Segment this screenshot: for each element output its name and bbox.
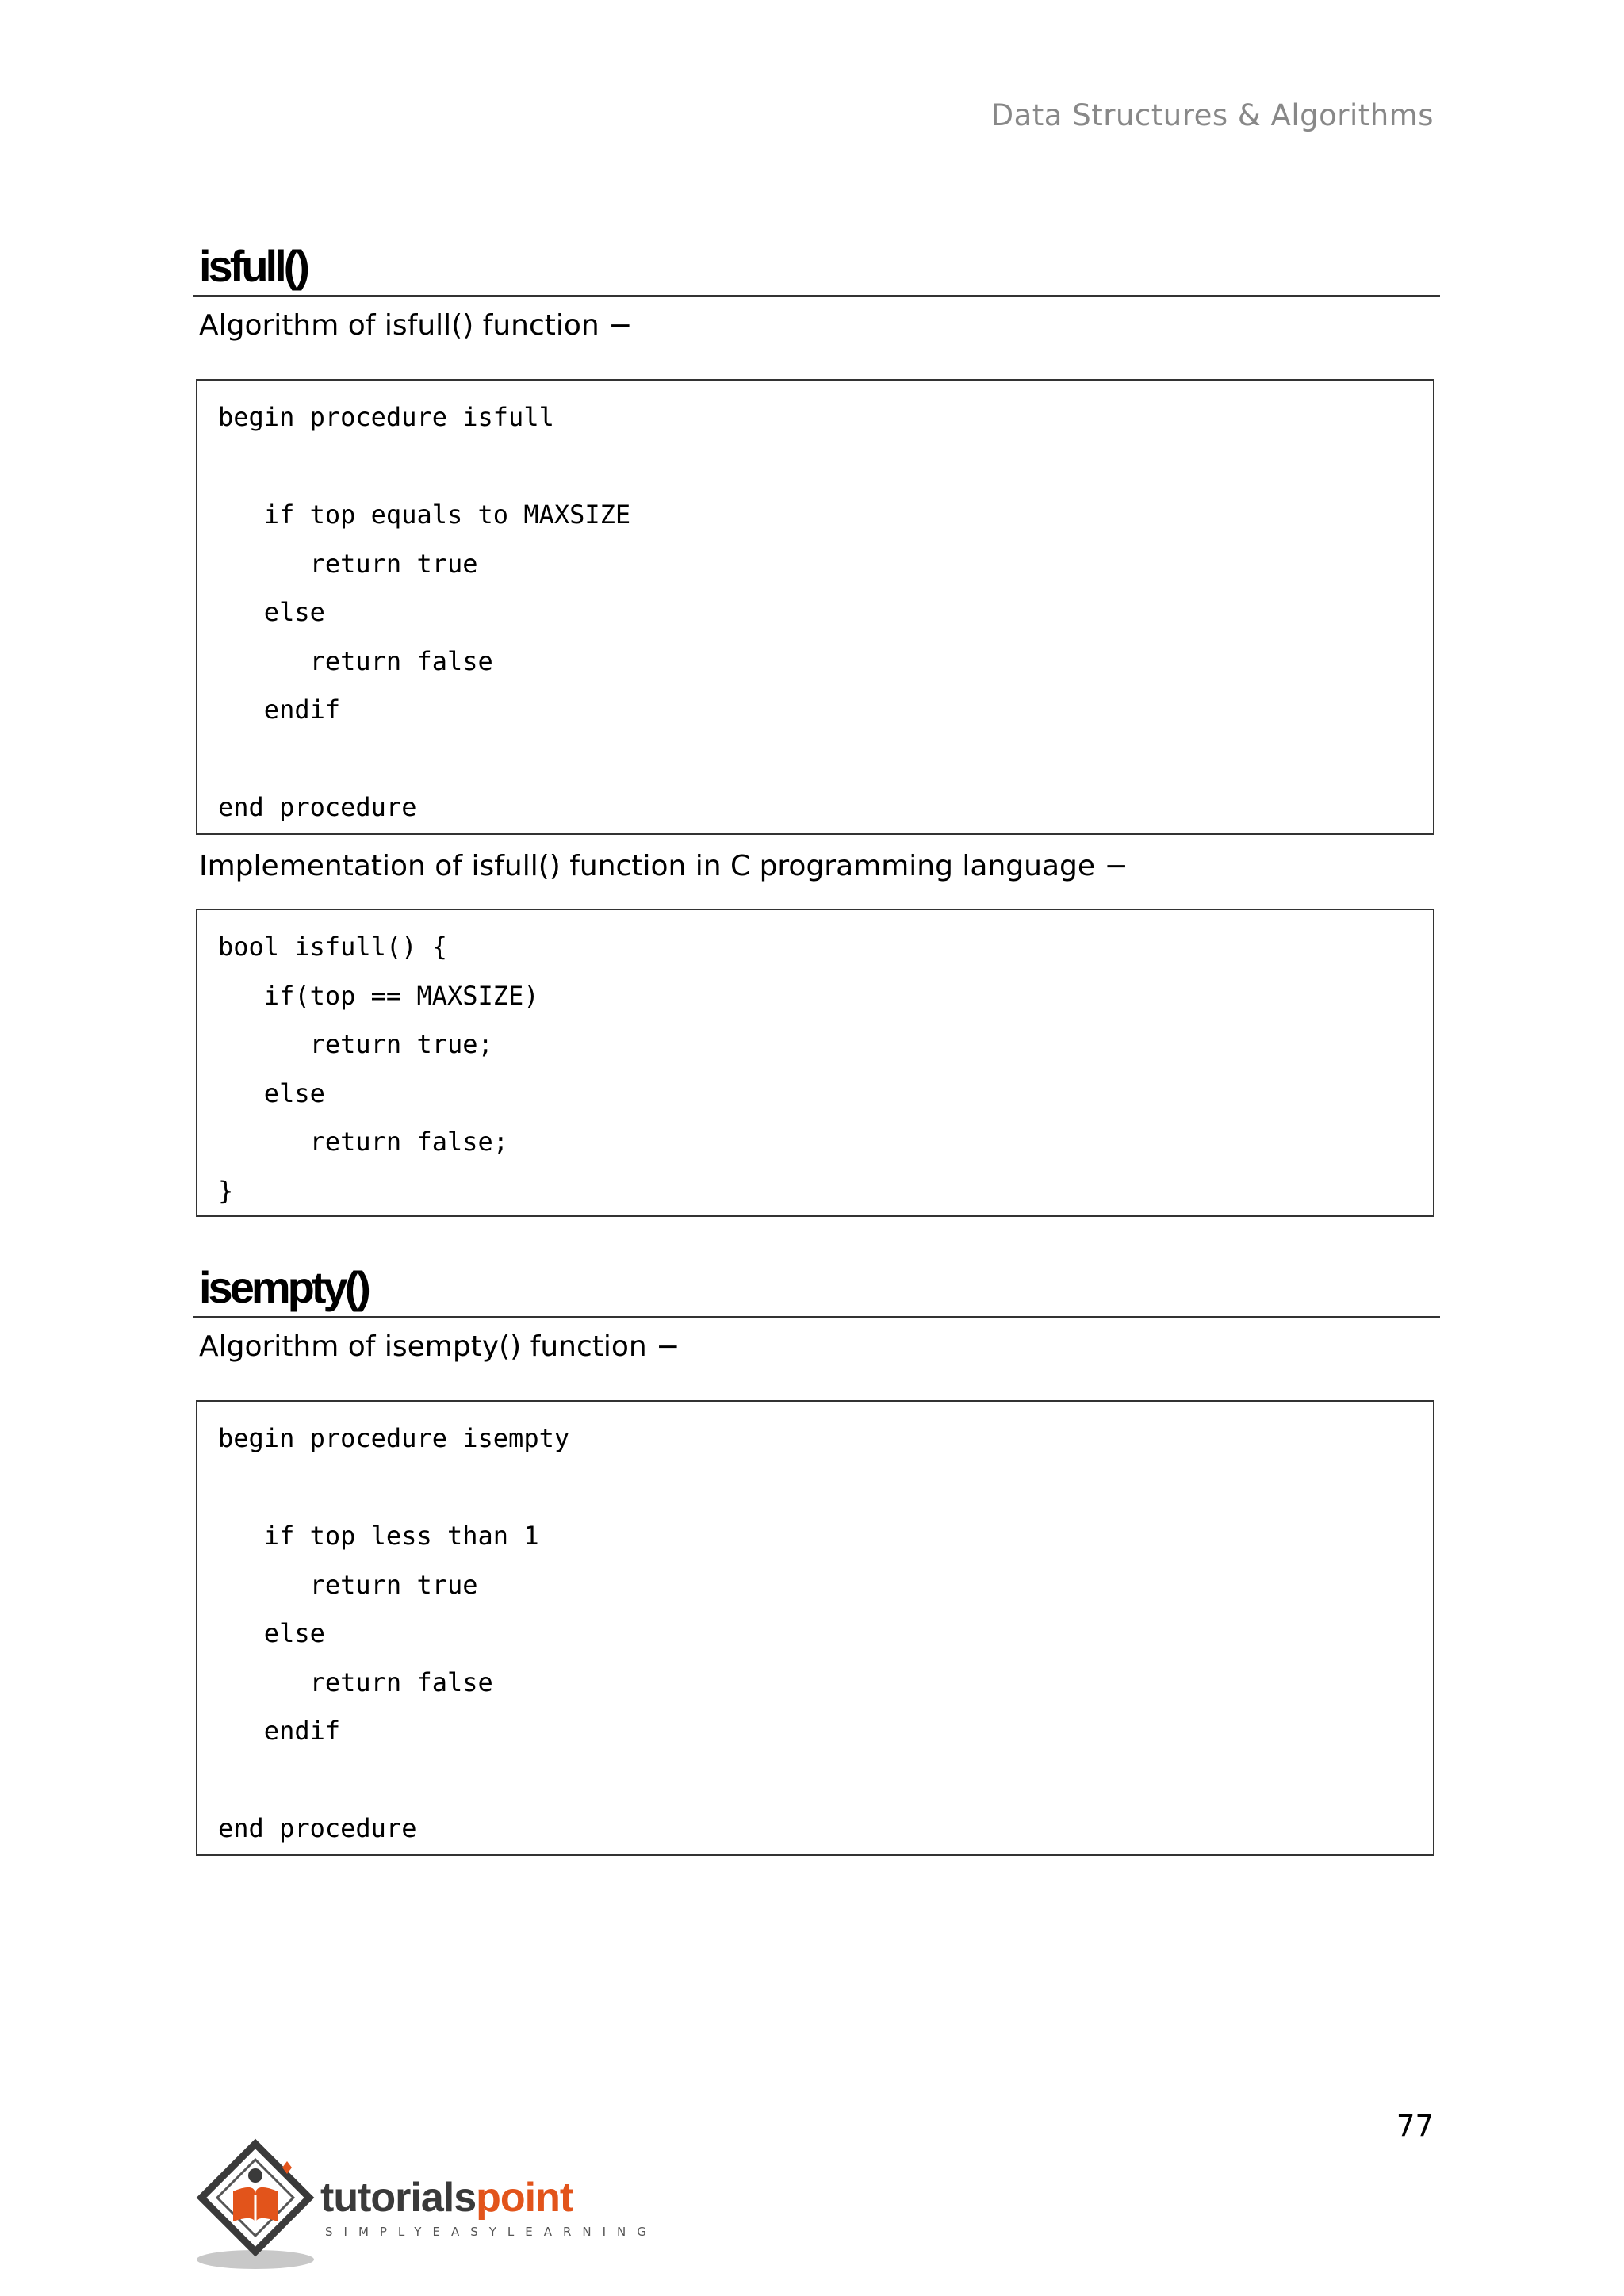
- code-line: endif: [218, 695, 341, 725]
- code-line: else: [218, 1618, 325, 1648]
- code-line: end procedure: [218, 1813, 417, 1843]
- code-line: return false: [218, 645, 493, 676]
- code-line: [218, 442, 1433, 492]
- code-line: if(top == MAXSIZE): [218, 980, 539, 1011]
- logo-wordmark: [320, 2174, 573, 2221]
- code-line: end procedure: [218, 792, 417, 822]
- code-block-isempty-algorithm: [196, 1400, 1434, 1856]
- code-line: if top equals to MAXSIZE: [218, 499, 631, 530]
- code-line: return true;: [218, 1029, 493, 1059]
- code-line: begin procedure isfull: [218, 402, 554, 432]
- section-isempty: [193, 1262, 1440, 1366]
- logo-tagline: SIMPLYEASYLEARNING: [325, 2225, 657, 2239]
- code-line: if top less than 1: [218, 1521, 539, 1551]
- logo-word-part1: tutorials: [320, 2175, 477, 2221]
- code-line: else: [218, 1077, 325, 1108]
- code-line: return false;: [218, 1127, 509, 1157]
- logo-word-part2: point: [476, 2175, 573, 2221]
- code-line: [218, 1756, 1433, 1805]
- code-line: else: [218, 597, 325, 627]
- code-line: endif: [218, 1716, 341, 1746]
- code-line: begin procedure isempty: [218, 1423, 570, 1453]
- code-line: return true: [218, 1569, 478, 1600]
- tutorialspoint-logo: [193, 2136, 657, 2279]
- running-header-title: Data Structures & Algorithms: [990, 98, 1434, 132]
- code-line: return false: [218, 1667, 493, 1697]
- code-line: [218, 1464, 1433, 1513]
- logo-emblem-icon: [193, 2136, 328, 2279]
- code-line: return true: [218, 548, 478, 579]
- algorithm-intro: Algorithm of isempty() function −: [199, 1330, 680, 1364]
- code-line: }: [218, 1175, 234, 1206]
- algorithm-intro: Algorithm of isfull() function −: [199, 309, 633, 342]
- section-heading: isempty(): [193, 1262, 1440, 1318]
- implementation-intro: Implementation of isfull() function in C programming language −: [199, 850, 1128, 882]
- code-line: [218, 735, 1433, 784]
- page-number: 77: [1396, 2109, 1434, 2143]
- code-line: bool isfull() {: [218, 932, 447, 962]
- section-isfull: [193, 241, 1440, 345]
- code-block-isfull-c-implementation: [196, 909, 1434, 1217]
- code-block-isfull-algorithm: [196, 379, 1434, 835]
- section-heading: isfull(): [193, 241, 1440, 297]
